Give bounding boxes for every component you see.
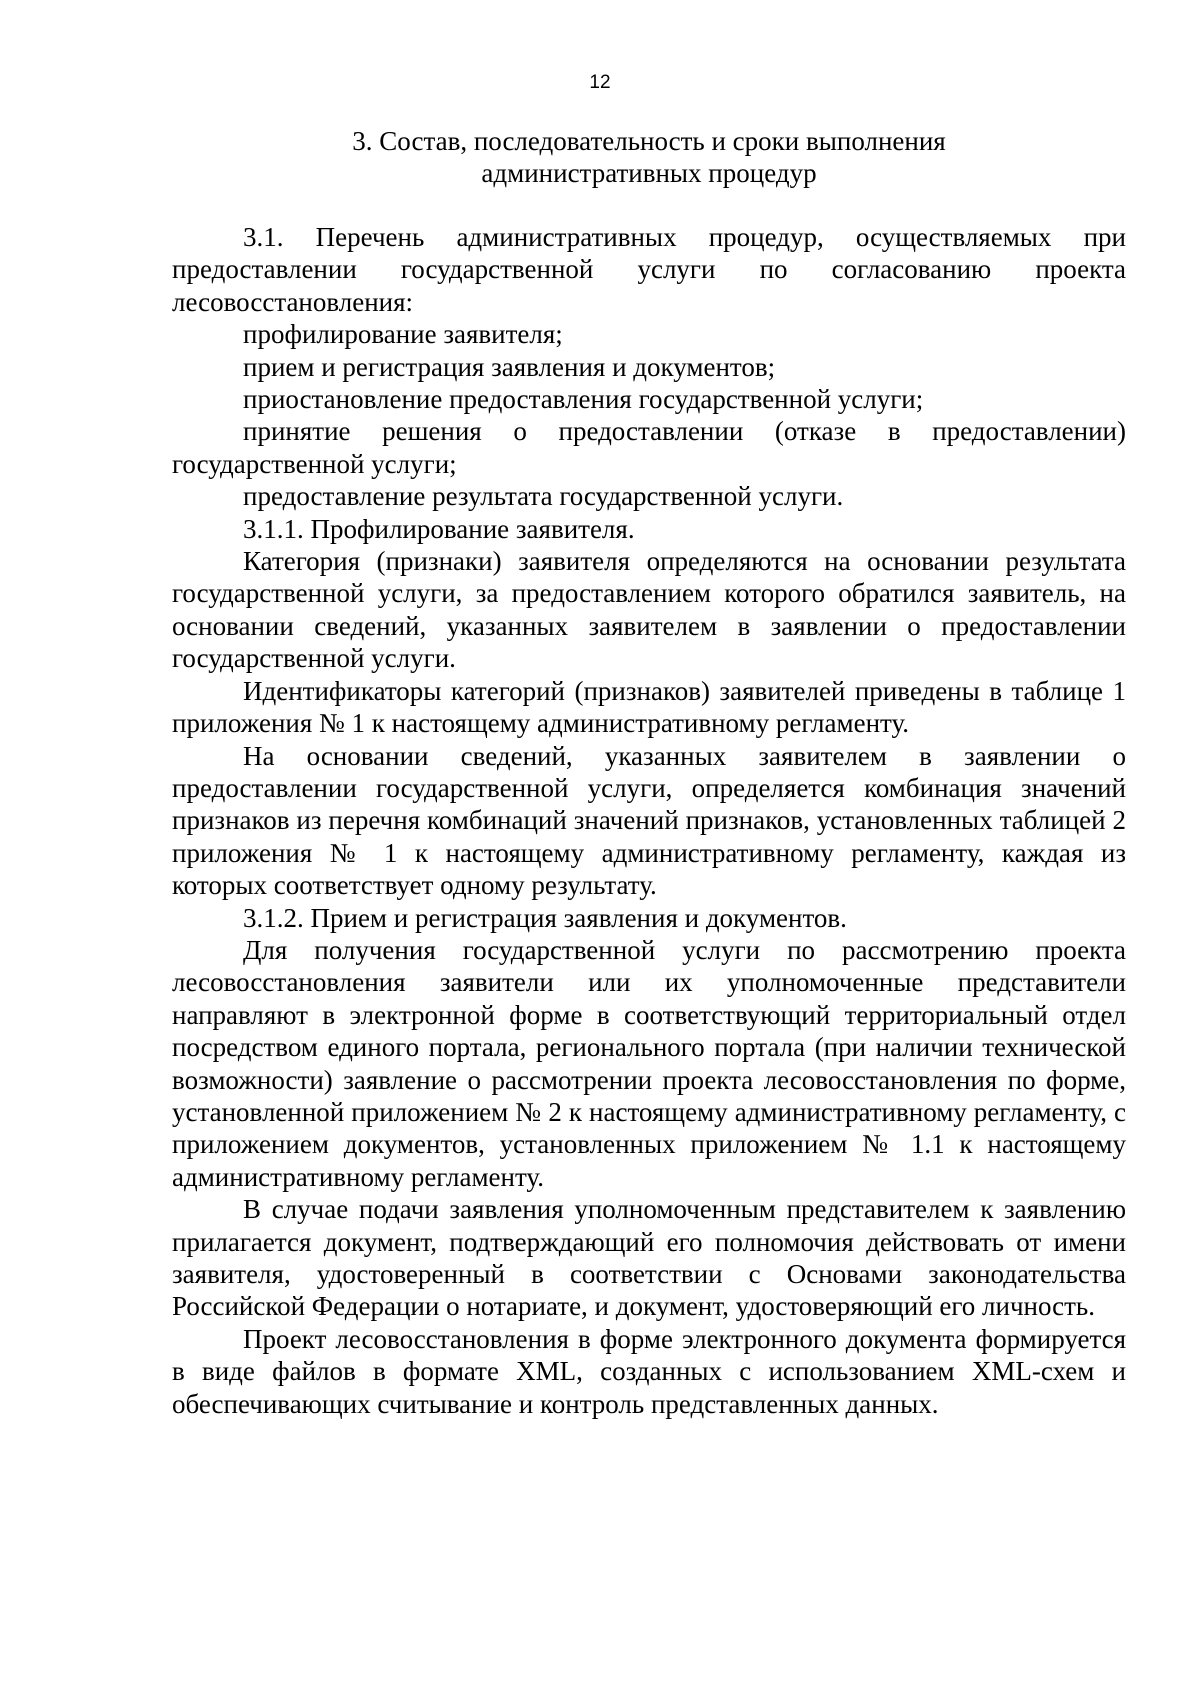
document-body	[172, 221, 1126, 1420]
subsection-3-1-1-title: 3.1.1. Профилирование заявителя.	[243, 513, 635, 544]
section-heading	[172, 125, 1126, 189]
page-number: 12	[589, 72, 611, 93]
section-heading-line-2: административных процедур	[481, 158, 817, 188]
paragraph-xml-format: Проект лесовосстановления в форме электронного документа формируется в виде файлов в формате XML, созданных с использованием XML-схем и обеспечивающих считывание и контроль представленных данных.	[172, 1323, 1126, 1419]
paragraph-representative: В случае подачи заявления уполномоченным представителем к заявлению прилагается документ, подтверждающий его полномочия действовать от имени заявителя, удостоверенный в соответствии с Основами законодательства Российской Федерации о нотариате, и документ, удостоверяющий его личность.	[172, 1194, 1126, 1322]
list-item-suspension: приостановление предоставления государственной услуги;	[243, 384, 924, 415]
list-item-profiling: профилирование заявителя;	[243, 319, 563, 350]
paragraph-applicant-category: Категория (признаки) заявителя определяются на основании результата государственной услуги, за предоставлением которого обратился заявитель, на основании сведений, указанных заявителем в заявлении о предоставлении государственной услуги.	[172, 546, 1126, 674]
subsection-3-1-2-title: 3.1.2. Прием и регистрация заявления и документов.	[243, 902, 847, 933]
paragraph-combination: На основании сведений, указанных заявителем в заявлении о предоставлении государственной услуги, определяется комбинация значений признаков из перечня комбинаций значений признаков, установленных таблицей 2 приложения № 1 к настоящему административному регламенту, каждая из которых соответствует одному результату.	[172, 740, 1126, 901]
list-item-reception: прием и регистрация заявления и документов;	[243, 351, 776, 382]
list-item-decision: принятие решения о предоставлении (отказе в предоставлении) государственной услуги;	[172, 416, 1126, 479]
paragraph-submission: Для получения государственной услуги по рассмотрению проекта лесовосстановления заявители или их уполномоченные представители направляют в электронной форме в соответствующий территориальный отдел посредством единого портала, регионального портала (при наличии технической возможности) заявление о рассмотрении проекта лесовосстановления по форме, установленной приложением № 2 к настоящему административному регламенту, с приложением документов, установленных приложением № 1.1 к настоящему административному регламенту.	[172, 934, 1126, 1192]
paragraph-3-1-intro: 3.1. Перечень административных процедур, осуществляемых при предоставлении государственной услуги по согласованию проекта лесовосстановления:	[172, 222, 1126, 317]
paragraph-identifiers: Идентификаторы категорий (признаков) заявителей приведены в таблице 1 приложения № 1 к настоящему административному регламенту.	[172, 675, 1126, 739]
section-heading-line-1: 3. Состав, последовательность и сроки выполнения	[352, 126, 946, 156]
list-item-result: предоставление результата государственной услуги.	[243, 481, 844, 512]
